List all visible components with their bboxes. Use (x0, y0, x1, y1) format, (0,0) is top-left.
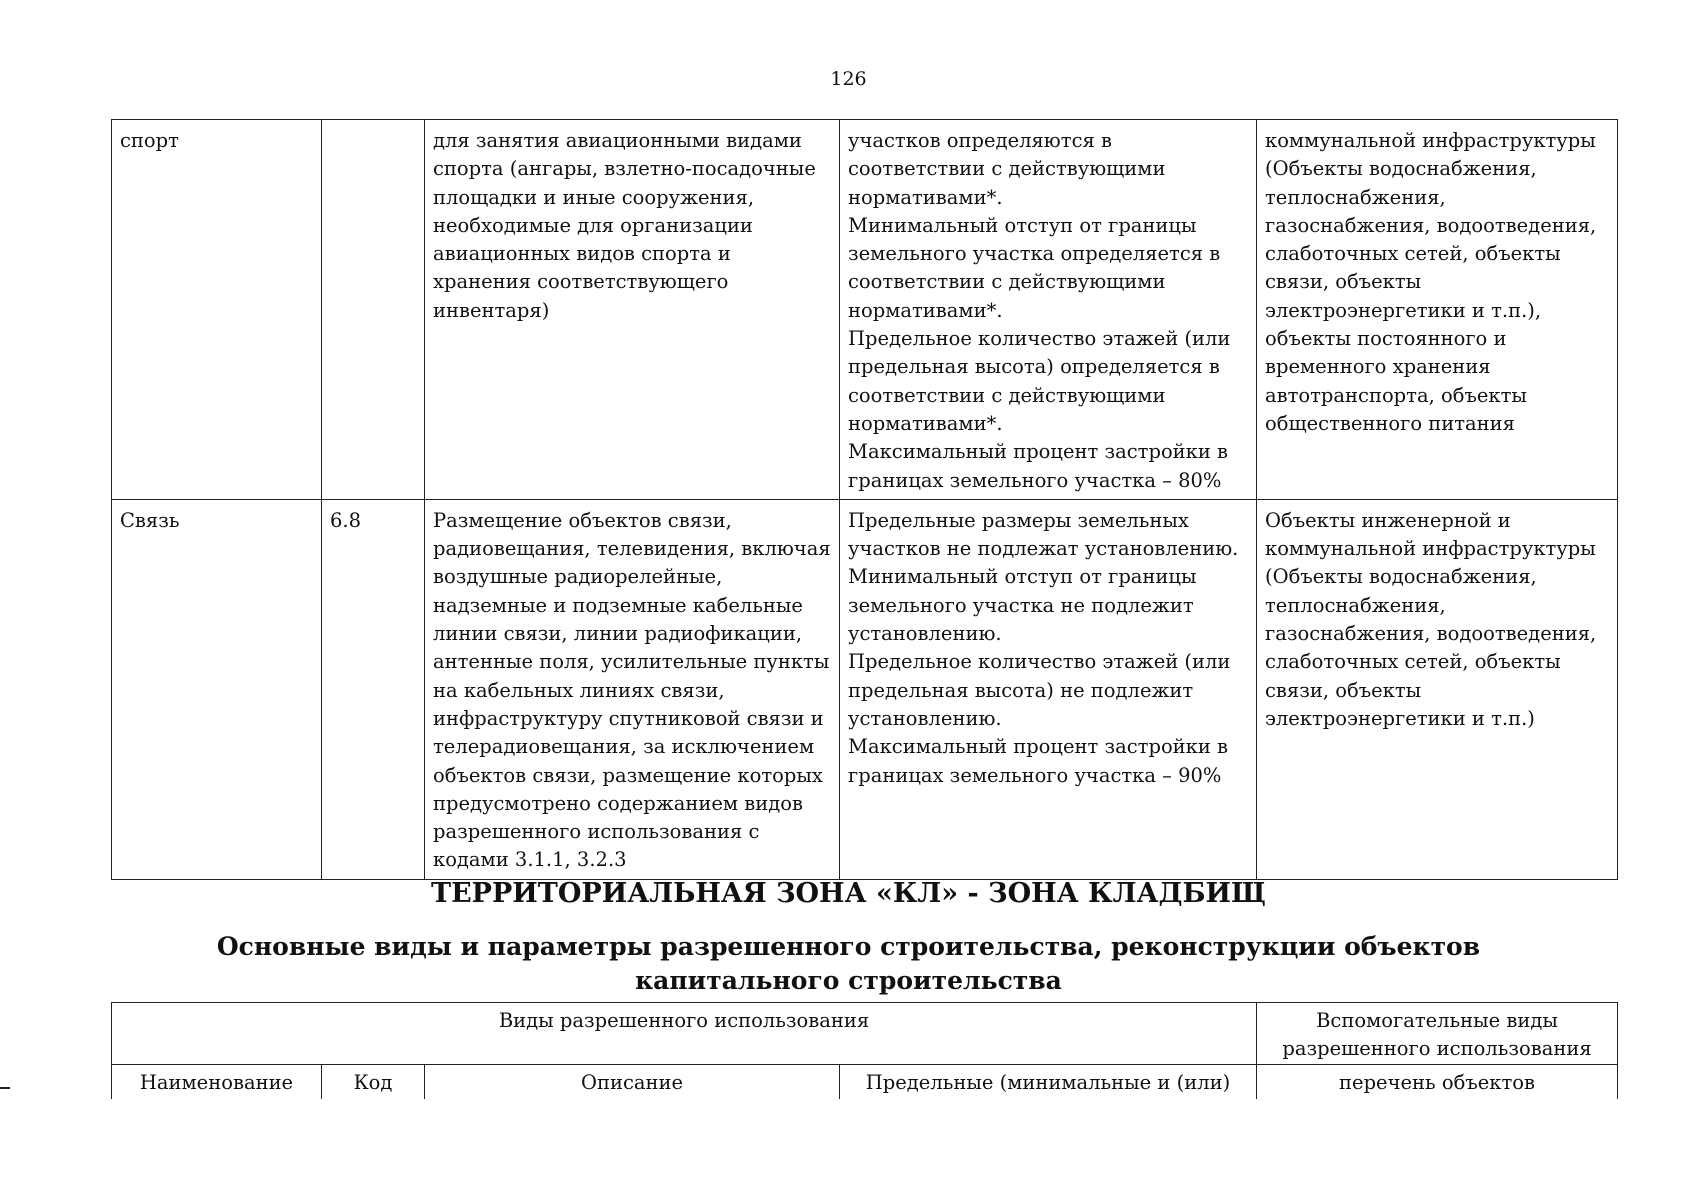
table-row (112, 499, 1618, 879)
header-aux-label: Вспомогательные виды разрешенного использования (1282, 1009, 1592, 1061)
auxiliary-uses-text: Объекты инженерной и коммунальной инфраструктуры (Объекты водоснабжения, теплоснабжения, газоснабжения, водоотведения, слаботочных сетей, объекты связи, объекты электроэнергетики и т.п.) (1265, 508, 1597, 730)
margin-mark (0, 1087, 10, 1089)
section-title: Основные виды и параметры разрешенного строительства, реконструкции объектов капитального строительства (216, 932, 1481, 995)
header-aux-cell (1257, 1003, 1618, 1065)
use-description-cell (425, 499, 840, 879)
col-code-header (322, 1064, 425, 1099)
table-row (112, 120, 1618, 500)
use-description-text: для занятия авиационными видами спорта (ангары, взлетно-посадочные площадки и иные сооружения, необходимые для организации авиационных видов спорта и хранения соответствующего инвентаря) (433, 129, 816, 322)
col-description-label: Описание (580, 1070, 684, 1094)
auxiliary-uses-cell (1257, 120, 1618, 500)
col-objects-label: перечень объектов (1339, 1070, 1535, 1094)
use-name-text: спорт (120, 129, 179, 152)
header-main-label: Виды разрешенного использования (498, 1009, 870, 1032)
use-code-text: 6.8 (330, 508, 362, 532)
table-header-row (112, 1003, 1618, 1065)
use-parameters-cell (840, 120, 1257, 500)
zone-title: ТЕРРИТОРИАЛЬНАЯ ЗОНА «КЛ» - ЗОНА КЛАДБИЩ (431, 878, 1266, 909)
col-name-label: Наименование (139, 1070, 294, 1094)
use-description-text: Размещение объектов связи, радиовещания, телевидения, включая воздушные радиорелейные, надземные и подземные кабельные линии связи, линии радиофикации, антенные поля, усилительные пункты на кабельных линиях связи, инфраструктуру спутниковой связи и телерадиовещания, за исключением объектов связи, размещение которых предусмотрено содержанием видов разрешенного использования с кодами 3.1.1, 3.2.3 (433, 508, 831, 872)
auxiliary-uses-cell (1257, 499, 1618, 879)
use-name-cell (112, 499, 322, 879)
use-code-cell (322, 499, 425, 879)
use-name-text: Связь (120, 508, 180, 532)
col-parameters-header (840, 1064, 1257, 1099)
col-parameters-label: Предельные (минимальные и (или) (865, 1070, 1231, 1094)
use-parameters-text: участков определяются в соответствии с действующими нормативами*. Минимальный отступ от границы земельного участка определяется в соответствии с действующими нормативами*. Предельное количество этажей (или предельная высота) определяется в соответствии с действующими нормативами*. Максимальный процент застройки в границах земельного участка – 80% (848, 129, 1231, 492)
auxiliary-uses-text: коммунальной инфраструктуры (Объекты водоснабжения, теплоснабжения, газоснабжения, водоотведения, слаботочных сетей, объекты связи, объекты электроэнергетики и т.п.), объекты постоянного и временного хранения автотранспорта, объекты общественного питания (1265, 129, 1597, 435)
use-parameters-text: Предельные размеры земельных участков не подлежат установлению. Минимальный отступ от границы земельного участка не подлежит установлению. Предельное количество этажей (или предельная высота) не подлежит установлению. Максимальный процент застройки в границах земельного участка – 90% (848, 508, 1239, 787)
use-name-cell (112, 120, 322, 500)
use-code-cell (322, 120, 425, 500)
col-name-header (112, 1064, 322, 1099)
page-number: 126 (830, 68, 867, 90)
use-description-cell (425, 120, 840, 500)
permitted-use-table-continuation (111, 119, 1618, 880)
table-subheader-row (112, 1064, 1618, 1099)
col-description-header (425, 1064, 840, 1099)
header-main-cell (112, 1003, 1257, 1065)
use-parameters-cell (840, 499, 1257, 879)
col-code-label: Код (353, 1070, 393, 1094)
cemetery-zone-uses-table (111, 1002, 1618, 1099)
col-objects-header (1257, 1064, 1618, 1099)
